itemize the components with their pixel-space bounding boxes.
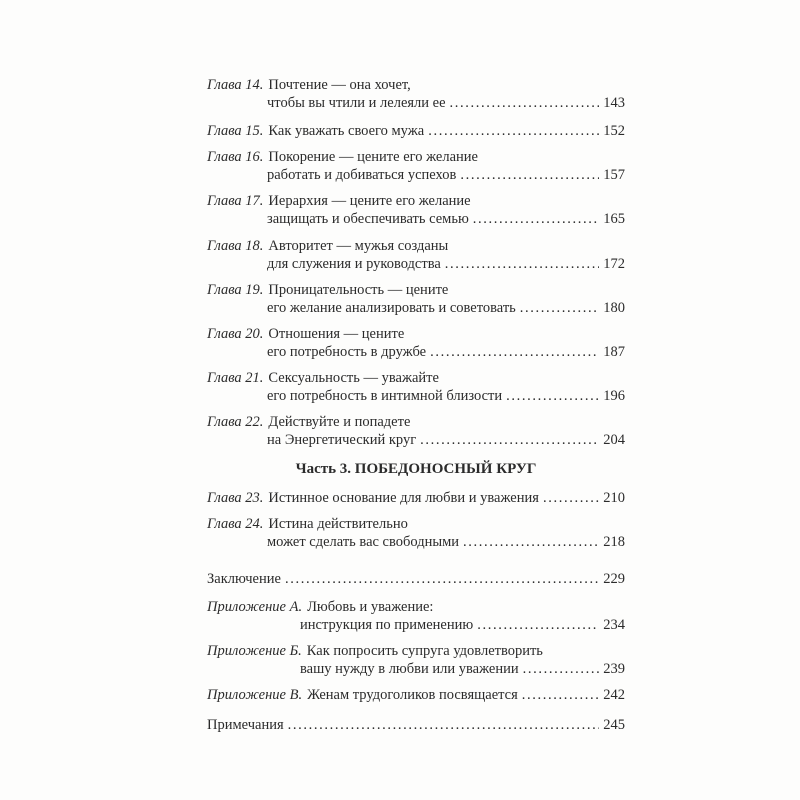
dot-leader [285,570,599,588]
entry-title: Покорение — цените его желание [268,149,478,165]
entry-label: Приложение В. [207,687,303,703]
entry-label: Глава 22. [207,414,264,430]
page-number: 239 [603,661,625,677]
page-number: 204 [603,432,625,448]
page-number: 187 [603,344,625,360]
page-number: 218 [603,534,625,550]
dot-leader [473,210,599,228]
page-number: 245 [603,717,625,733]
dot-leader [506,387,599,405]
entry-title: вашу нужду в любви или уважении [300,661,519,677]
toc-entry [207,489,625,507]
dot-leader [463,533,599,551]
entry-title: Авторитет — мужья созданы [268,238,449,254]
page-number: 172 [603,256,625,272]
toc-entry [207,515,625,533]
toc-entry-continuation [207,166,625,184]
entry-label: Приложение Б. [207,643,302,659]
entry-label: Глава 15. [207,123,264,139]
entry-title: Женам трудоголиков посвящается [307,687,518,703]
page-number: 165 [603,211,625,227]
entry-label: Глава 20. [207,326,264,342]
entry-label: Глава 17. [207,193,264,209]
page-number: 242 [603,687,625,703]
entry-title: на Энергетический круг [267,432,417,448]
part-heading: Часть 3. ПОБЕДОНОСНЫЙ КРУГ [295,461,537,477]
toc-entry-continuation [207,94,625,112]
dot-leader [445,255,599,273]
page-number: 180 [603,300,625,316]
dot-leader [520,299,599,317]
entry-label: Глава 14. [207,77,264,93]
entry-title: Проницательность — цените [268,282,449,298]
toc-entry-continuation [207,431,625,449]
entry-title: Как уважать своего мужа [268,123,425,139]
dot-leader [288,716,600,734]
page-number: 229 [603,571,625,587]
entry-title: Заключение [207,571,281,587]
dot-leader [430,343,599,361]
entry-title: Отношения — цените [268,326,405,342]
dot-leader [523,660,600,678]
entry-title: Любовь и уважение: [307,599,434,615]
entry-title: Сексуальность — уважайте [268,370,439,386]
page-number: 210 [603,490,625,506]
entry-title: защищать и обеспечивать семью [267,211,469,227]
page-number: 143 [603,95,625,111]
toc-entry-continuation [207,255,625,273]
entry-label: Глава 16. [207,149,264,165]
toc-entry [207,192,625,210]
toc-entry-continuation [207,343,625,361]
toc-entry [207,122,625,140]
toc-entry [207,369,625,387]
toc-entry [207,570,625,588]
toc-entry [207,76,625,94]
toc-entry [207,642,625,660]
entry-title: работать и добиваться успехов [267,167,457,183]
toc-entry [207,281,625,299]
dot-leader [460,166,599,184]
page-number: 152 [603,123,625,139]
page-number: 157 [603,167,625,183]
toc-entry-continuation [207,660,625,678]
dot-leader [428,122,599,140]
page-number: 196 [603,388,625,404]
entry-label: Глава 21. [207,370,264,386]
toc-entry [207,413,625,431]
entry-label: Глава 23. [207,490,264,506]
dot-leader [477,616,599,634]
toc-entry [207,598,625,616]
entry-title: Почтение — она хочет, [268,77,411,93]
entry-title: его потребность в интимной близости [267,388,503,404]
entry-title: Истинное основание для любви и уважения [268,490,539,506]
toc-entry-continuation [207,533,625,551]
entry-title: его желание анализировать и советовать [267,300,516,316]
entry-label: Глава 18. [207,238,264,254]
entry-title: Как попросить супруга удовлетворить [306,643,543,659]
dot-leader [450,94,600,112]
page-number: 234 [603,617,625,633]
toc-entry [207,686,625,704]
entry-label: Глава 24. [207,516,264,532]
toc-entry [207,716,625,734]
entry-title: Иерархия — цените его желание [268,193,471,209]
entry-title: может сделать вас свободными [267,534,460,550]
entry-title: для служения и руководства [267,256,441,272]
entry-label: Глава 19. [207,282,264,298]
toc-entry [207,148,625,166]
toc-entry [207,237,625,255]
entry-label: Приложение А. [207,599,303,615]
dot-leader [522,686,599,704]
entry-title: Примечания [207,717,284,733]
toc-entry-continuation [207,387,625,405]
dot-leader [543,489,599,507]
entry-title: Действуйте и попадете [268,414,411,430]
entry-title: его потребность в дружбе [267,344,427,360]
dot-leader [420,431,599,449]
entry-title: Истина действительно [268,516,408,532]
toc-entry [207,325,625,343]
toc-entry-continuation [207,616,625,634]
toc-entry-continuation [207,299,625,317]
entry-title: чтобы вы чтили и лелеяли ее [267,95,446,111]
toc-entry-continuation [207,210,625,228]
entry-title: инструкция по применению [300,617,474,633]
